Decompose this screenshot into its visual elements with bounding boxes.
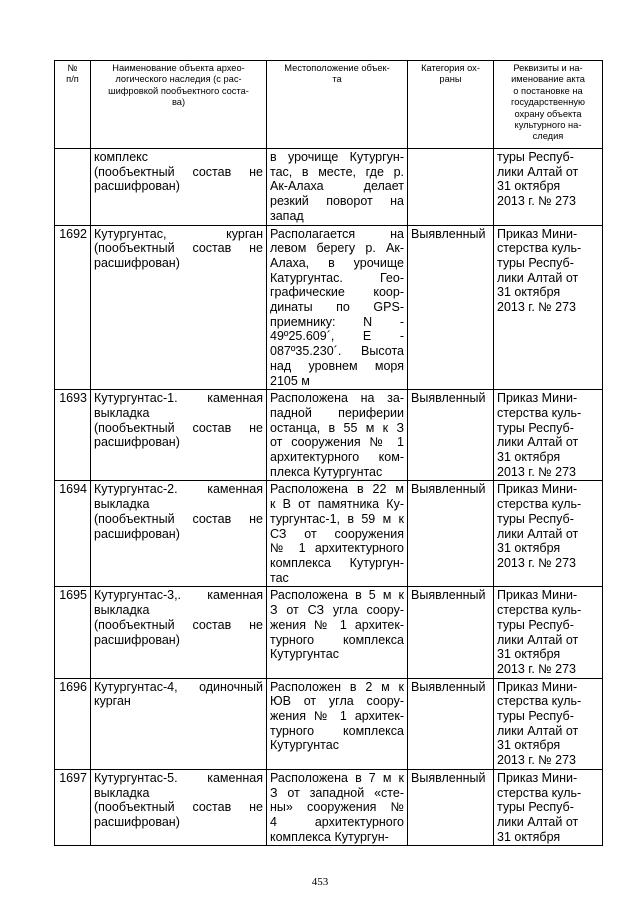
cell-line: Катургунтас. Гео-	[270, 270, 404, 285]
header-line: ва)	[171, 97, 186, 108]
cell-line: лики Алтай от	[497, 526, 579, 541]
cell-line: комплекса Кутургун-	[270, 829, 389, 844]
cell-line: Приказ Мини-	[497, 482, 578, 497]
cell-line: туры Респуб-	[497, 255, 574, 270]
cell-line: Кутургунтас-4, одиночный	[94, 679, 263, 694]
cell-line: Расположена в 7 м к	[270, 770, 404, 785]
cell-line: Расположена в 5 м к	[270, 588, 404, 603]
cell-line: Кутургунтас	[270, 647, 339, 662]
cell-location	[267, 678, 408, 769]
cell-line: Приказ Мини-	[497, 679, 578, 694]
cell-line: З от западной «сте-	[270, 785, 404, 800]
cell-line: Приказ Мини-	[497, 391, 578, 406]
cell-line: плекса Кутургунтас	[270, 464, 383, 479]
cell-line: динаты по GPS-	[270, 300, 404, 315]
cell-line: выкладка	[94, 497, 150, 512]
cell-category: Выявленный	[408, 225, 494, 390]
cell-line: комплекса Кутургун-	[270, 555, 404, 570]
cell-category	[408, 149, 494, 226]
cell-line: туры Респуб-	[497, 420, 574, 435]
table-row	[55, 481, 603, 587]
cell-line: запад	[270, 208, 304, 223]
cell-line: Ак-Алаха делает	[270, 179, 404, 194]
cell-line: комплекс	[94, 150, 149, 164]
cell-category: Выявленный	[408, 481, 494, 587]
cell-number: 1697	[55, 769, 91, 846]
cell-number: 1693	[55, 390, 91, 481]
header-line: именование акта	[511, 74, 585, 85]
header-object-name	[91, 61, 267, 149]
cell-line: 31 октября	[497, 285, 561, 300]
cell-line: Расположена на за-	[270, 391, 404, 406]
cell-object-name	[91, 481, 267, 587]
cell-line: выкладка	[94, 603, 150, 618]
cell-act	[494, 149, 603, 226]
cell-line: (пообъектный состав не	[94, 617, 263, 632]
cell-line: архитектурного ком-	[270, 450, 404, 465]
header-category	[408, 61, 494, 149]
cell-line: Кутургунтас-5. каменная	[94, 770, 263, 785]
header-line: охрану объекта	[514, 108, 582, 119]
cell-location	[267, 225, 408, 390]
cell-line: Кутургунтас, курган	[94, 226, 263, 241]
cell-line: Кутургунтас-2. каменная	[94, 482, 263, 497]
cell-line: расшифрован)	[94, 632, 180, 647]
cell-line: к В от памятника Ку-	[270, 497, 404, 512]
cell-line: З от СЗ угла соору-	[270, 603, 404, 618]
table-header-row	[55, 61, 603, 149]
cell-line: жения № 1 архитек-	[270, 709, 404, 724]
cell-object-name	[91, 587, 267, 678]
cell-line: (пообъектный состав не	[94, 511, 263, 526]
header-line: Реквизиты и на-	[513, 63, 583, 73]
cell-line: приемнику: N -	[270, 314, 404, 329]
cell-line: лики Алтай от	[497, 723, 579, 738]
cell-line: 31 октября	[497, 647, 561, 662]
cell-category: Выявленный	[408, 678, 494, 769]
cell-line: расшифрован)	[94, 179, 180, 194]
cell-category: Выявленный	[408, 390, 494, 481]
cell-act	[494, 769, 603, 846]
cell-line: Кутургунтас-3,. каменная	[94, 588, 263, 603]
header-line: п/п	[66, 74, 79, 85]
cell-line: 49º25.609´, Е -	[270, 329, 404, 344]
cell-line: туры Респуб-	[497, 800, 574, 815]
cell-line: тас, в месте, где р.	[270, 164, 404, 179]
cell-line: левом берегу р. Ак-	[270, 241, 404, 256]
cell-line: 31 октября	[497, 450, 561, 465]
table-row	[55, 149, 603, 226]
cell-location	[267, 390, 408, 481]
cell-line: курган	[94, 694, 131, 709]
cell-number: 1694	[55, 481, 91, 587]
cell-line: (пообъектный состав не	[94, 420, 263, 435]
cell-line: 2013 г. № 273	[497, 300, 576, 315]
cell-line: стерства куль-	[497, 405, 582, 420]
cell-line: тас	[270, 570, 289, 585]
header-line: раны	[439, 74, 462, 85]
header-line: №	[67, 63, 78, 73]
header-line: та	[332, 74, 342, 85]
cell-line: 2013 г. № 273	[497, 753, 576, 768]
header-act	[494, 61, 603, 149]
cell-object-name	[91, 149, 267, 226]
cell-line: туры Респуб-	[497, 617, 574, 632]
cell-line: стерства куль-	[497, 497, 582, 512]
cell-line: (пообъектный состав не	[94, 164, 263, 179]
cell-line: падной периферии	[270, 405, 404, 420]
header-line: Местоположение объек-	[284, 63, 390, 73]
header-line: культурного на-	[514, 120, 582, 131]
cell-line: лики Алтай от	[497, 632, 579, 647]
cell-line: от сооружения № 1	[270, 435, 404, 450]
table-row	[55, 587, 603, 678]
cell-number: 1696	[55, 678, 91, 769]
cell-line: останца, в 55 м к З	[270, 420, 404, 435]
cell-line: Располагается на	[270, 226, 404, 241]
table-row	[55, 225, 603, 390]
cell-line: Приказ Мини-	[497, 770, 578, 785]
cell-act	[494, 587, 603, 678]
cell-act	[494, 225, 603, 390]
cell-line: жения № 1 архитек-	[270, 617, 404, 632]
cell-line: Расположен в 2 м к	[270, 679, 404, 694]
table-body	[55, 149, 603, 846]
cell-category: Выявленный	[408, 587, 494, 678]
cell-line: 2013 г. № 273	[497, 555, 576, 570]
cell-line: лики Алтай от	[497, 164, 579, 179]
cell-location	[267, 587, 408, 678]
cell-line: стерства куль-	[497, 785, 582, 800]
cell-line: туры Респуб-	[497, 709, 574, 724]
cell-line: расшифрован)	[94, 255, 180, 270]
cell-object-name	[91, 678, 267, 769]
cell-line: Алаха, в урочище	[270, 255, 404, 270]
cell-line: тургунтас-1, в 59 м к	[270, 511, 404, 526]
cell-line: (пообъектный состав не	[94, 241, 263, 256]
cell-line: резкий поворот на	[270, 194, 404, 209]
cell-line: Приказ Мини-	[497, 226, 578, 241]
cell-line: расшифрован)	[94, 814, 180, 829]
cell-line: (пообъектный состав не	[94, 800, 263, 815]
cell-line: в урочище Кутургун-	[270, 150, 404, 164]
cell-act	[494, 481, 603, 587]
cell-line: выкладка	[94, 405, 150, 420]
cell-line: туры Респуб-	[497, 511, 574, 526]
cell-line: 4 архитектурного	[270, 814, 404, 829]
header-location	[267, 61, 408, 149]
cell-line: турного комплекса	[270, 632, 404, 647]
cell-line: расшифрован)	[94, 435, 180, 450]
cell-line: № 1 архитектурного	[270, 541, 404, 556]
cell-line: расшифрован)	[94, 526, 180, 541]
cell-category: Выявленный	[408, 769, 494, 846]
cell-line: 31 октября	[497, 738, 561, 753]
cell-line: стерства куль-	[497, 241, 582, 256]
cell-line: стерства куль-	[497, 603, 582, 618]
cell-line: Приказ Мини-	[497, 588, 578, 603]
header-number	[55, 61, 91, 149]
heritage-register-table	[54, 60, 603, 846]
cell-line: графические коор-	[270, 285, 404, 300]
cell-line: лики Алтай от	[497, 814, 579, 829]
table-row	[55, 390, 603, 481]
page-number: 453	[311, 876, 329, 888]
header-line: Категория ох-	[421, 63, 480, 73]
cell-line: СЗ от сооружения	[270, 526, 404, 541]
cell-line: туры Респуб-	[497, 150, 574, 164]
table-row	[55, 769, 603, 846]
cell-line: 2105 м	[270, 373, 310, 388]
cell-line: 31 октября	[497, 179, 561, 194]
cell-line: 31 октября	[497, 541, 561, 556]
cell-location	[267, 769, 408, 846]
cell-line: Расположена в 22 м	[270, 482, 404, 497]
header-line: государственную	[511, 97, 585, 108]
cell-line: 2013 г. № 273	[497, 661, 576, 676]
cell-line: 31 октября	[497, 829, 561, 844]
header-line: следия	[532, 131, 564, 142]
cell-line: над уровнем моря	[270, 358, 404, 373]
cell-object-name	[91, 769, 267, 846]
cell-object-name	[91, 390, 267, 481]
cell-line: лики Алтай от	[497, 435, 579, 450]
cell-line: 2013 г. № 273	[497, 194, 576, 209]
cell-line: ЮВ от угла соору-	[270, 694, 404, 709]
header-line: логического наследия (с рас-	[115, 74, 242, 85]
cell-act	[494, 390, 603, 481]
cell-location	[267, 481, 408, 587]
cell-object-name	[91, 225, 267, 390]
cell-number	[55, 149, 91, 226]
header-line: Наименование объекта архео-	[112, 63, 245, 73]
cell-line: ны» сооружения №	[270, 800, 404, 815]
header-line: о постановке на	[513, 85, 583, 96]
cell-line: 2013 г. № 273	[497, 464, 576, 479]
cell-number: 1695	[55, 587, 91, 678]
cell-line: Кутургунтас-1. каменная	[94, 391, 263, 406]
header-line: шифровкой пообъектного соста-	[108, 85, 249, 96]
cell-line: Кутургунтас	[270, 738, 339, 753]
cell-line: стерства куль-	[497, 694, 582, 709]
cell-line: лики Алтай от	[497, 270, 579, 285]
cell-act	[494, 678, 603, 769]
table-row	[55, 678, 603, 769]
cell-line: 087º35.230´. Высота	[270, 344, 404, 359]
cell-number: 1692	[55, 225, 91, 390]
cell-location	[267, 149, 408, 226]
cell-line: выкладка	[94, 785, 150, 800]
cell-line: турного комплекса	[270, 723, 404, 738]
